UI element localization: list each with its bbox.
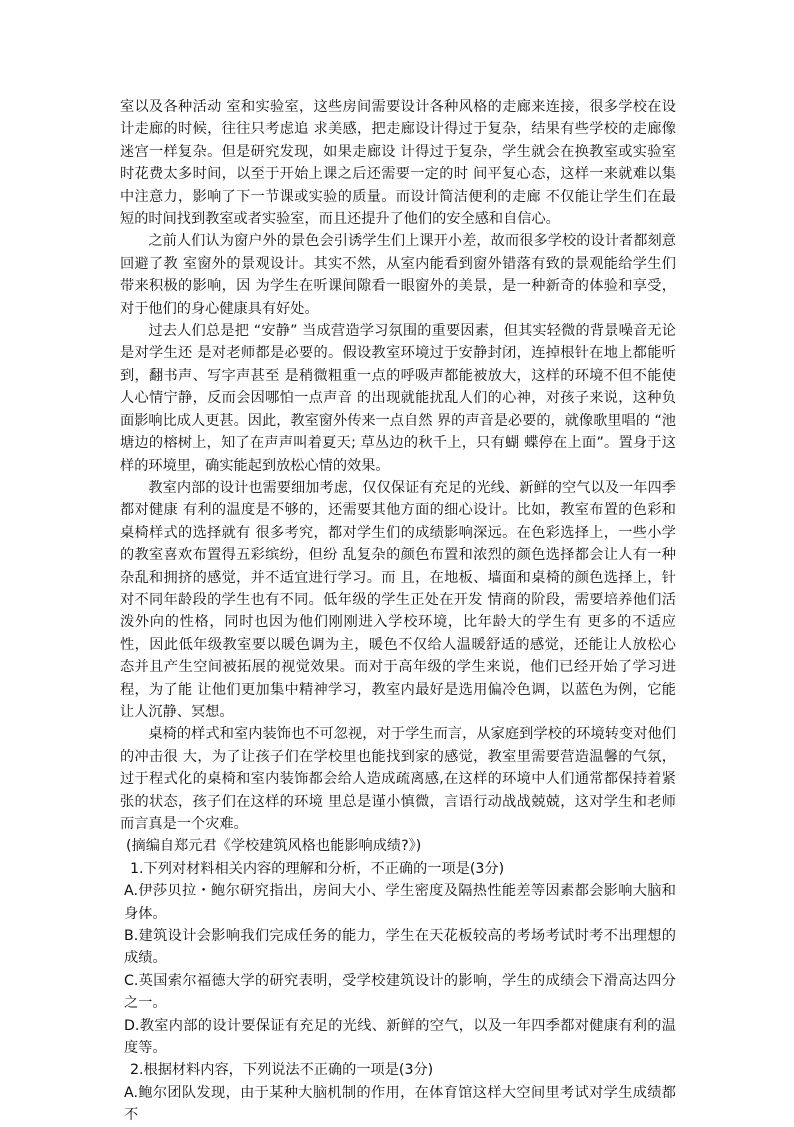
option-c: C.英国索尔福德大学的研究表明，受学校建筑设计的影响，学生的成绩会下滑高达四分之一。 — [124, 972, 676, 1012]
option-b: B.建筑设计会影响我们完成任务的能力，学生在天花板较高的考场考试时考不出理想的成绩。 — [124, 928, 676, 967]
article-source: (摘编自郑元君《学校建筑风格也能影响成绩?》) — [126, 838, 422, 855]
question-1 — [120, 858, 676, 1060]
article-paragraph-2: 之前人们认为窗户外的景色会引诱学生们上课开小差，故而很多学校的设计者都刻意回避了教 室窗外的景观设计。其实不然，从室内能看到窗外错落有致的景观能给学生们带来积极的影响，因 为学生在听课间隙看一眼窗外的美景，是一种新奇的体验和享受，对于他们的身心健康具有好处。 — [120, 233, 676, 317]
article-paragraph-5: 桌椅的样式和室内装饰也不可忽视，对于学生而言，从家庭到学校的环境转变对他们的冲击很 大，为了让孩子们在学校里也能找到家的感觉，教室里需要营造温馨的气氛，过于程式化的桌椅和室内装饰都会给人造成疏离感,在这样的环境中人们通常都保持着紧张的状态，孩子们在这样的环境 里总是谨小慎微，言语行动战战兢兢，这对学生和老师而言真是一个灾难。 — [120, 726, 676, 832]
article-paragraph-3: 过去人们总是把 “安静” 当成营造学习氛围的重要因素，但其实轻微的背景噪音无论是对学生还 是对老师都是必要的。假设教室环境过于安静封闭，连掉根针在地上都能听到，翻书声、写字声甚至 是稍微粗重一点的呼吸声都能被放大，这样的环境不但不能使人心情宁静，反而会因哪怕一点声音 的出现就能扰乱人们的心神，对孩子来说，这种负面影响比成人更甚。因此，教室窗外传来一点自然 界的声音是必要的，就像歌里唱的 “池塘边的榕树上，知了在声声叫着夏天; 草丛边的秋千上，只有蝴 蝶停在上面”。置身于这样的环境里，确实能起到放松心情的效果。 — [120, 323, 676, 474]
option-d: D.教室内部的设计要保证有充足的光线、新鲜的空气，以及一年四季都对健康有利的温度等。 — [124, 1017, 676, 1057]
question-stem: 2.根据材料内容，下列说法不正确的一项是(3分) — [130, 1062, 434, 1079]
article-paragraph-4: 教室内部的设计也需要细加考虑，仅仅保证有充足的光线、新鲜的空气以及一年四季都对健康 有利的温度是不够的，还需要其他方面的细心设计。比如，教室布置的色彩和桌椅样式的选择就有 很多考究，都对学生们的成绩影响深远。在色彩选择上，一些小学的教室喜欢布置得五彩缤纷，但纷 乱复杂的颜色布置和浓烈的颜色选择都会让人有一种杂乱和拥挤的感觉，并不适宜进行学习。而 且，在地板、墙面和桌椅的颜色选择上，针对不同年龄段的学生也有不同。低年级的学生正处在开发 情商的阶段，需要培养他们活泼外向的性格，同时也因为他们刚刚进入学校环境，比年龄大的学生有 更多的不适应性，因此低年级教室要以暖色调为主，暖色不仅给人温暖舒适的感觉，还能让人放松心 态并且产生空间被拓展的视觉效果。而对于高年级的学生来说，他们已经开始了学习进程，为了能 让他们更加集中精神学习，教室内最好是选用偏冷色调，以蓝色为例，它能让人沉静、冥想。 — [120, 479, 676, 720]
option-a: A.鲍尔团队发现，由于某种大脑机制的作用，在体育馆这样大空间里考试对学生成绩都不 — [124, 1084, 676, 1124]
document-page — [120, 96, 676, 1127]
question-stem: 1.下列对材料相关内容的理解和分析，不正确的一项是(3分) — [130, 860, 505, 877]
article-paragraph-1: 室以及各种活动 室和实验室，这些房间需要设计各种风格的走廊来连接，很多学校在设计走廊的时候，往往只考虑追 求美感，把走廊设计得过于复杂，结果有些学校的走廊像迷宫一样复杂。但是研究发现，如果走廊设 计得过于复杂，学生就会在换教室或实验室时花费太多时间，以至于开始上课之后还需要一定的时 间平复心态，这样一来就难以集中注意力，影响了下一节课或实验的质量。而设计简洁便利的走廊 不仅能让学生们在最短的时间找到教室或者实验室，而且还提升了他们的安全感和自信心。 — [120, 99, 676, 228]
question-2 — [120, 1059, 676, 1126]
option-a: A.伊莎贝拉・鲍尔研究指出，房间大小、学生密度及隔热性能差等因素都会影响大脑和身体。 — [124, 883, 676, 922]
